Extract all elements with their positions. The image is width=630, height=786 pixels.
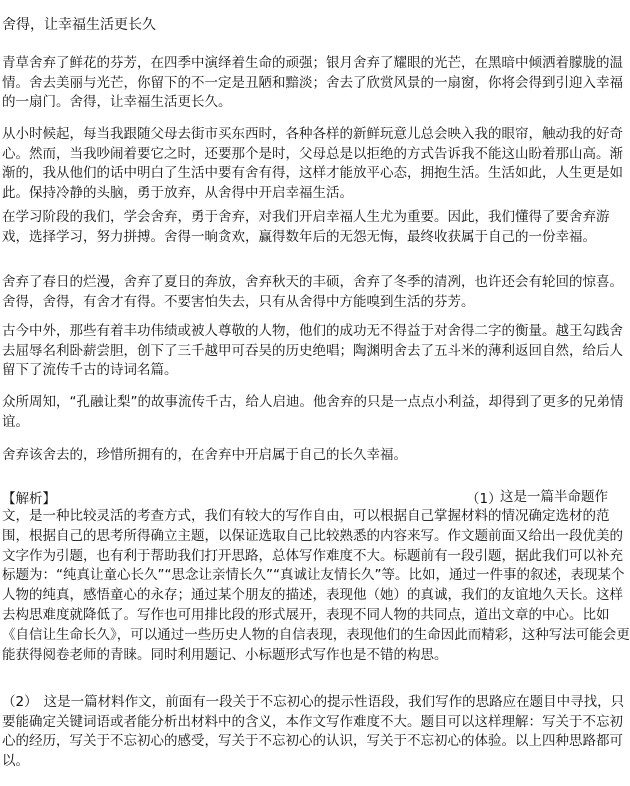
essay-title: 舍得，让幸福生活更长久: [2, 17, 156, 33]
essay-paragraph-6: 众所周知，“孔融让梨”的故事流传千古，给人启迪。他舍弃的只是一点点小利益，却得到了更多的兄弟情谊。: [2, 394, 624, 430]
essay-paragraph-1: 青草舍弃了鲜花的芬芳，在四季中演绎着生命的顽强；银月舍弃了耀眼的光芒，在黑暗中倾洒着朦胧的温情。舍去美丽与光芒，你留下的不一定是丑陋和黯淡；舍去了欣赏风景的一扇窗，你将会得到引迎入幸福的一扇门。舍得，让幸福生活更长久。: [2, 55, 623, 110]
essay-paragraph-7: 舍弃该舍去的，珍惜所拥有的，在舍弃中开启属于自己的长久幸福。: [2, 447, 407, 463]
question-1-analysis: 文，是一种比较灵活的考查方式，我们有较大的写作自由，可以根据自己掌握材料的情况确定选材的范围，根据自己的思考所得确立主题，以保证选取自己比较熟悉的内容来写。作文题前面又给出一段优美的文字作为引题，也有利于帮助我们打开思路，总体写作难度不大。标题前有一段引题，据此我们可以补充标题为：“纯真让童心长久”“思念让亲情长久”“真诚让友情长久”等。比如，通过一件事的叙述，表现某个人物的纯真，感悟童心的永存；通过某个朋友的描述，表现他（她）的真诚，我们的友谊地久天长。这样去构思难度就降低了。写作也可用排比段的形式展开，表现不同人物的共同点，道出文章的中心。比如《自信让生命长久》，可以通过一些历史人物的自信表现，表现他们的生命因此而精彩，这种写法可能会更能获得阅卷老师的青睐。同时利用题记、小标题形式写作也是不错的构思。: [2, 508, 630, 663]
essay-paragraph-5: 古今中外，那些有着丰功伟绩或被人尊敬的人物，他们的成功无不得益于对舍得二字的衡量。越王勾践舍去屈辱名利卧薪尝胆，创下了三千越甲可吞吴的历史绝唱；陶渊明舍去了五斗米的薄利返回自然，给后人留下了流传千古的诗词名篇。: [2, 323, 623, 378]
question-1-first-line: 这是一篇半命题作: [500, 489, 608, 505]
analysis-heading: 【解析】: [2, 491, 56, 507]
essay-paragraph-4: 舍弃了春日的烂漫，舍弃了夏日的奔放，舍弃秋天的丰硕，舍弃了冬季的清冽，也许还会有轮回的惊喜。舍得，舍得，有舍才有得。不要害怕失去，只有从舍得中方能嗅到生活的芬芳。: [2, 274, 623, 310]
question-1-marker: （1）: [466, 491, 502, 507]
essay-paragraph-3: 在学习阶段的我们，学会舍弃，勇于舍弃，对我们开启幸福人生尤为重要。因此，我们懂得了要舍弃游戏，选择学习，努力拼搏。舍得一晌贪欢，赢得数年后的无怨无悔，最终收获属于自己的一份幸福。: [2, 209, 610, 245]
question-2-block: [2, 693, 630, 771]
question-2-marker: （2）: [2, 694, 38, 710]
essay-paragraph-2: 从小时候起，每当我跟随父母去街市买东西时，各种各样的新鲜玩意儿总会映入我的眼帘，触动我的好奇心。然而，当我吵闹着要它之时，还要那个是时，父母总是以拒绝的方式告诉我不能这山盼着那山高。渐渐的，我从他们的话中明白了生活中要有舍有得，这样才能放平心态，拥抱生活。生活如此，人生更是如此。保持冷静的头脑，勇于放弃，从舍得中开启幸福生活。: [2, 126, 623, 201]
question-2-analysis: 这是一篇材料作文，前面有一段关于不忘初心的提示性语段，我们写作的思路应在题目中寻找，只要能确定关键词语或者能分析出材料中的含义，本作文写作难度不大。题目可以这样理解：写关于不忘初心的经历，写关于不忘初心的感受，写关于不忘初心的认识，写关于不忘初心的体验。以上四种思路都可以。: [2, 694, 625, 769]
